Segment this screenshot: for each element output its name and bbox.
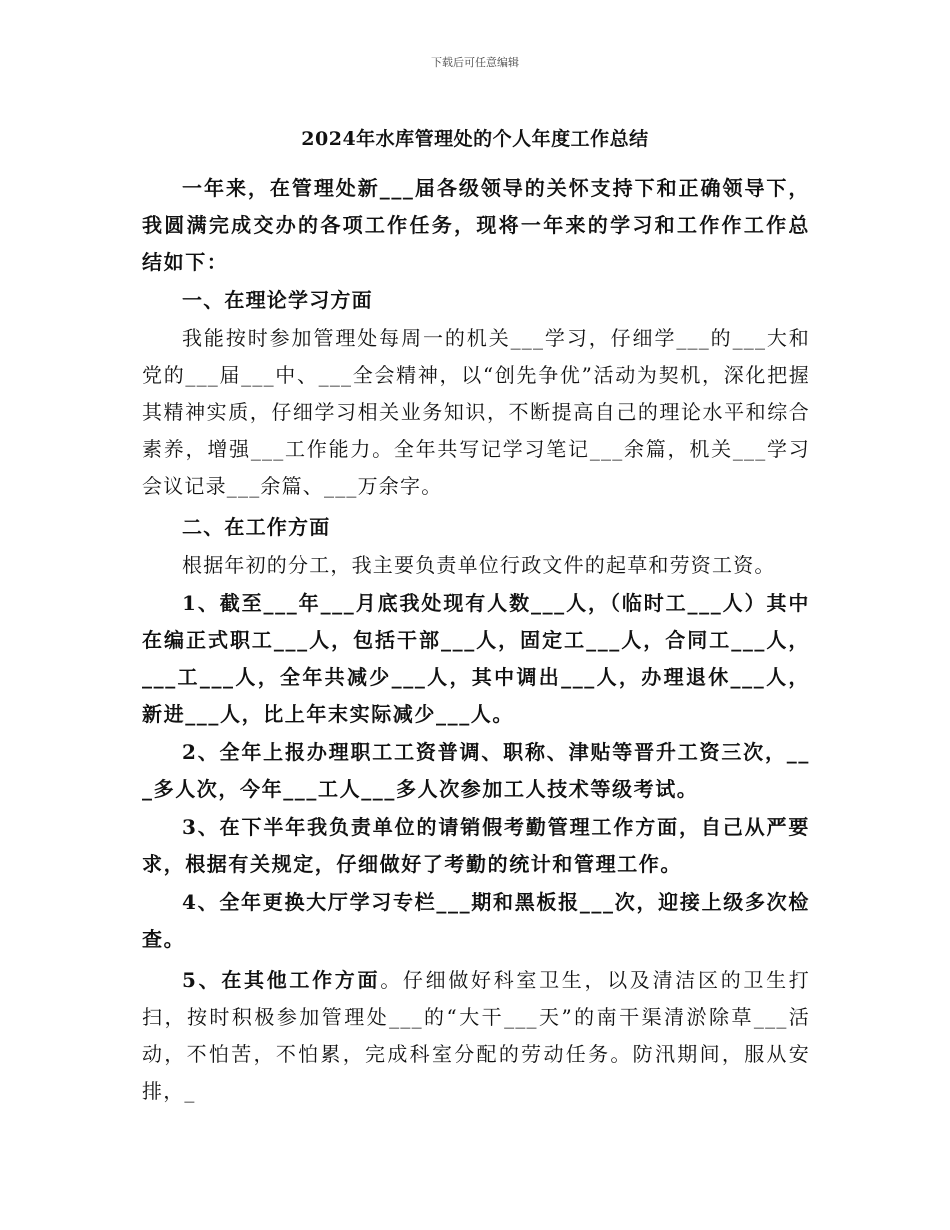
work-item-3: 3、在下半年我负责单位的请销假考勤管理工作方面，自己从严要求，根据有关规定，仔细做好了考勤的统计和管理工作。 (142, 815, 810, 876)
work-item-4: 4、全年更换大厅学习专栏___期和黑板报___次，迎接上级多次检查。 (142, 890, 810, 951)
page-header: 下载后可任意编辑 (431, 56, 519, 69)
work-item-1: 1、截至___年___月底我处现有人数___人，（临时工___人）其中在编正式职工___人，包括干部___人，固定工___人，合同工___人，___工___人，全年共减少___人，其中调出___人，办理退休___人，新进___人，比上年末实际减少___人。 (142, 591, 810, 726)
section-heading-work: 二、在工作方面 (182, 515, 331, 539)
document-body (142, 170, 810, 1111)
work-item-2: 2、全年上报办理职工工资普调、职称、津贴等晋升工资三次，___多人次，今年___工人___多人次参加工人技术等级考试。 (142, 740, 810, 801)
work-item-5-text: 。仔细做好科室卫生，以及清洁区的卫生打扫，按时积极参加管理处___的“大干___天”的南干渠清淤除草___活动，不怕苦，不怕累，完成科室分配的劳动任务。防汛期间，服从安排，_ (142, 968, 810, 1103)
section-heading-theory: 一、在理论学习方面 (182, 288, 373, 312)
section-text-theory: 我能按时参加管理处每周一的机关___学习，仔细学___的___大和党的___届___中、___全会精神，以“创先争优”活动为契机，深化把握其精神实质，仔细学习相关业务知识，不断提高自己的理论水平和综合素养，增强___工作能力。全年共写记学习笔记___余篇，机关___学习会议记录___余篇、___万余字。 (142, 326, 810, 498)
section-text-work: 根据年初的分工，我主要负责单位行政文件的起草和劳资工资。 (182, 553, 776, 577)
work-item-5 (142, 962, 810, 1110)
document-title: 2024年水库管理处的个人年度工作总结 (301, 128, 649, 150)
work-item-5-lead: 5、在其他工作方面 (182, 968, 381, 992)
intro-paragraph: 一年来，在管理处新___届各级领导的关怀支持下和正确领导下，我圆满完成交办的各项工作任务，现将一年来的学习和工作作工作总结如下： (142, 176, 810, 274)
